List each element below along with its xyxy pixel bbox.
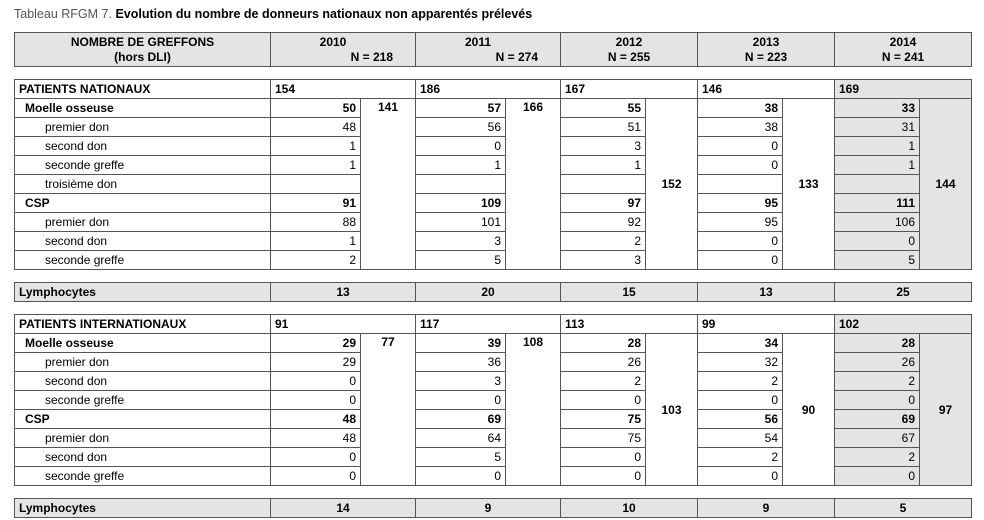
- nationaux-total-2012: 167: [561, 80, 698, 99]
- cell: 29: [271, 353, 361, 372]
- cell: 67: [835, 429, 920, 448]
- row-label: seconde greffe: [15, 467, 271, 486]
- nationaux-mo-label: Moelle osseuse: [15, 99, 271, 118]
- cell: 111: [835, 194, 920, 213]
- cell: 0: [416, 391, 506, 410]
- table-row: [15, 80, 972, 99]
- header-year-label: 2010: [319, 34, 347, 49]
- header-year-n: N = 241: [881, 49, 925, 64]
- nationaux-mo-merged-2011: 166: [506, 99, 561, 270]
- row-label: seconde greffe: [15, 251, 271, 270]
- cell: 113: [561, 315, 698, 334]
- internationaux-label: PATIENTS INTERNATIONAUX: [15, 315, 271, 334]
- header-year-n: N = 223: [744, 49, 788, 64]
- cell: 91: [271, 315, 416, 334]
- cell: 2: [561, 372, 646, 391]
- cell: 0: [835, 232, 920, 251]
- cell: 1: [271, 232, 361, 251]
- cell: [835, 175, 920, 194]
- cell: 9: [416, 499, 561, 518]
- cell: 5: [416, 251, 506, 270]
- cell: 2: [835, 448, 920, 467]
- internationaux-merged-2013: 90: [783, 334, 835, 486]
- row-label: second don: [15, 448, 271, 467]
- internationaux-merged-2012: 103: [646, 334, 698, 486]
- cell: 20: [416, 283, 561, 302]
- cell: 26: [561, 353, 646, 372]
- cell: [416, 175, 506, 194]
- cell: 10: [561, 499, 698, 518]
- header-year-2014: [835, 33, 972, 67]
- spacer: [15, 67, 972, 80]
- donor-table: [14, 32, 972, 518]
- cell: 75: [561, 429, 646, 448]
- cell: 1: [835, 137, 920, 156]
- cell: 5: [835, 251, 920, 270]
- header-year-2012: [561, 33, 698, 67]
- header-year-2011: [416, 33, 561, 67]
- cell: [698, 175, 783, 194]
- row-label: second don: [15, 372, 271, 391]
- header-year-label: 2014: [889, 34, 917, 49]
- cell: 39: [416, 334, 506, 353]
- header-label-line2: (hors DLI): [114, 49, 171, 64]
- cell: 13: [271, 283, 416, 302]
- cell: 14: [271, 499, 416, 518]
- header-year-2013: [698, 33, 835, 67]
- cell: 69: [416, 410, 506, 429]
- cell: 0: [698, 137, 783, 156]
- cell: [561, 175, 646, 194]
- nationaux-merged-2014: 144: [920, 99, 972, 270]
- cell: 48: [271, 410, 361, 429]
- cell: 26: [835, 353, 920, 372]
- table-row: [15, 315, 972, 334]
- cell: 36: [416, 353, 506, 372]
- cell: 25: [835, 283, 972, 302]
- cell: 0: [698, 391, 783, 410]
- cell: 0: [416, 137, 506, 156]
- cell: 117: [416, 315, 561, 334]
- header-label-line1: NOMBRE DE GREFFONS: [70, 34, 215, 49]
- spacer: [15, 486, 972, 499]
- cell: 92: [561, 213, 646, 232]
- cell: 28: [561, 334, 646, 353]
- cell: 56: [698, 410, 783, 429]
- nationaux-total-2013: 146: [698, 80, 835, 99]
- cell: 1: [561, 156, 646, 175]
- nationaux-mo-merged-2010: 141: [361, 99, 416, 270]
- cell: 2: [561, 232, 646, 251]
- header-label-cell: [15, 33, 271, 67]
- cell: 2: [835, 372, 920, 391]
- header-year-n: N = 255: [607, 49, 651, 64]
- cell: 54: [698, 429, 783, 448]
- nationaux-mo-2010: 50: [271, 99, 361, 118]
- header-year-label: 2013: [752, 34, 780, 49]
- cell: 5: [416, 448, 506, 467]
- cell: 95: [698, 213, 783, 232]
- nationaux-mo-2013: 38: [698, 99, 783, 118]
- cell: 69: [835, 410, 920, 429]
- cell: 97: [561, 194, 646, 213]
- cell: 0: [835, 391, 920, 410]
- cell: 29: [271, 334, 361, 353]
- cell: 31: [835, 118, 920, 137]
- internationaux-mo-merged-2011: 108: [506, 334, 561, 486]
- cell: 28: [835, 334, 920, 353]
- cell: 38: [698, 118, 783, 137]
- table-title-lead: Tableau RFGM 7.: [14, 7, 112, 21]
- cell: 1: [271, 156, 361, 175]
- table-row: [15, 283, 972, 302]
- row-label: second don: [15, 137, 271, 156]
- table-row: [15, 499, 972, 518]
- cell: 0: [271, 448, 361, 467]
- cell: 34: [698, 334, 783, 353]
- table-title: [14, 6, 532, 22]
- cell: 56: [416, 118, 506, 137]
- cell: 13: [698, 283, 835, 302]
- cell: 91: [271, 194, 361, 213]
- cell: 0: [561, 448, 646, 467]
- nationaux-total-2010: 154: [271, 80, 416, 99]
- nationaux-merged-2012: 152: [646, 99, 698, 270]
- nationaux-total-2014: 169: [835, 80, 972, 99]
- cell: 106: [835, 213, 920, 232]
- cell: 48: [271, 429, 361, 448]
- header-year-label: 2011: [464, 34, 492, 49]
- nationaux-total-2011: 186: [416, 80, 561, 99]
- cell: 0: [416, 467, 506, 486]
- cell: 95: [698, 194, 783, 213]
- cell: 75: [561, 410, 646, 429]
- cell: 32: [698, 353, 783, 372]
- cell: 88: [271, 213, 361, 232]
- cell: 1: [835, 156, 920, 175]
- cell: 64: [416, 429, 506, 448]
- cell: 0: [561, 467, 646, 486]
- row-label: CSP: [15, 410, 271, 429]
- cell: 101: [416, 213, 506, 232]
- nationaux-mo-2012: 55: [561, 99, 646, 118]
- cell: 5: [835, 499, 972, 518]
- header-year-label: 2012: [615, 34, 643, 49]
- header-year-n: N = 218: [350, 49, 393, 64]
- cell: 1: [271, 137, 361, 156]
- cell: [271, 175, 361, 194]
- nationaux-merged-2013: 133: [783, 99, 835, 270]
- cell: 0: [698, 467, 783, 486]
- cell: 3: [416, 372, 506, 391]
- row-label: premier don: [15, 118, 271, 137]
- row-label: premier don: [15, 213, 271, 232]
- cell: 0: [271, 467, 361, 486]
- cell: 51: [561, 118, 646, 137]
- nationaux-label: PATIENTS NATIONAUX: [15, 80, 271, 99]
- nationaux-mo-2011: 57: [416, 99, 506, 118]
- header-year-n: N = 274: [495, 49, 538, 64]
- table-title-text: Evolution du nombre de donneurs nationaux non apparentés prélevés: [111, 7, 533, 21]
- cell: 0: [698, 156, 783, 175]
- cell: 48: [271, 118, 361, 137]
- cell: 109: [416, 194, 506, 213]
- nationaux-mo-2014: 33: [835, 99, 920, 118]
- cell: 3: [561, 137, 646, 156]
- lymphocytes-label: Lymphocytes: [15, 499, 271, 518]
- row-label: seconde greffe: [15, 391, 271, 410]
- cell: 0: [271, 372, 361, 391]
- nationaux-csp-label: CSP: [15, 194, 271, 213]
- row-label: premier don: [15, 353, 271, 372]
- cell: 0: [561, 391, 646, 410]
- cell: 3: [561, 251, 646, 270]
- row-label: Moelle osseuse: [15, 334, 271, 353]
- cell: 1: [416, 156, 506, 175]
- cell: 0: [271, 391, 361, 410]
- spacer: [15, 270, 972, 283]
- table-row: [15, 99, 972, 118]
- lymphocytes-label: Lymphocytes: [15, 283, 271, 302]
- table-row: [15, 334, 972, 353]
- cell: 2: [271, 251, 361, 270]
- cell: 0: [698, 232, 783, 251]
- internationaux-mo-merged-2010: 77: [361, 334, 416, 486]
- cell: 0: [698, 251, 783, 270]
- cell: 3: [416, 232, 506, 251]
- cell: 9: [698, 499, 835, 518]
- cell: 0: [835, 467, 920, 486]
- row-label: troisième don: [15, 175, 271, 194]
- row-label: second don: [15, 232, 271, 251]
- row-label: premier don: [15, 429, 271, 448]
- cell: 2: [698, 448, 783, 467]
- spacer: [15, 302, 972, 315]
- header-row: [15, 33, 972, 67]
- cell: 102: [835, 315, 972, 334]
- cell: 15: [561, 283, 698, 302]
- internationaux-merged-2014: 97: [920, 334, 972, 486]
- cell: 2: [698, 372, 783, 391]
- cell: 99: [698, 315, 835, 334]
- row-label: seconde greffe: [15, 156, 271, 175]
- header-year-2010: [271, 33, 416, 67]
